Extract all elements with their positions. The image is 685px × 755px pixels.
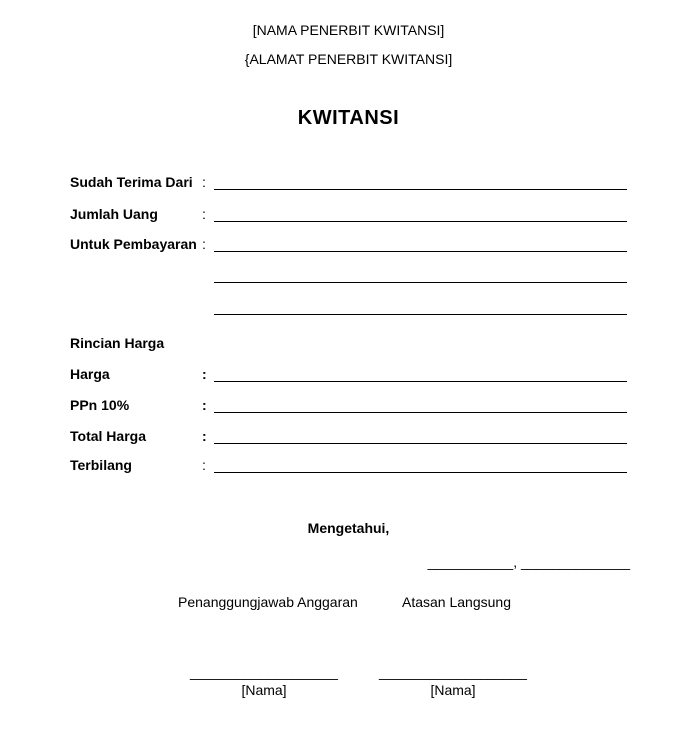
field-row-terbilang xyxy=(70,455,627,473)
role-penanggungjawab-anggaran: Penanggungjawab Anggaran xyxy=(178,594,358,610)
field-label: Harga xyxy=(70,366,110,382)
field-label: Terbilang xyxy=(70,457,132,473)
signature-line[interactable]: ___________________ xyxy=(190,664,338,680)
field-colon: : xyxy=(202,397,207,413)
field-label: Total Harga xyxy=(70,428,146,444)
blank-line[interactable] xyxy=(214,233,627,252)
field-colon: : xyxy=(202,206,206,222)
field-row-continuation-2 xyxy=(70,297,627,315)
field-row-continuation-1 xyxy=(70,265,627,283)
field-colon: : xyxy=(202,236,206,252)
blank-line[interactable] xyxy=(214,454,627,473)
field-colon: : xyxy=(202,174,206,190)
field-label: PPn 10% xyxy=(70,397,130,413)
section-heading-rincian-harga xyxy=(70,333,627,351)
field-row-untuk-pembayaran xyxy=(70,234,627,252)
field-colon: : xyxy=(202,457,206,473)
field-label: Jumlah Uang xyxy=(70,206,158,222)
place-date-blank[interactable]: ___________, ______________ xyxy=(427,554,630,570)
signature-block-1 xyxy=(189,664,339,698)
field-row-sudah-terima-dari xyxy=(70,172,627,190)
field-label: Sudah Terima Dari xyxy=(70,174,193,190)
signature-name-placeholder: [Nama] xyxy=(430,682,476,698)
blank-line[interactable] xyxy=(214,264,627,283)
blank-line[interactable] xyxy=(214,296,627,315)
section-label: Rincian Harga xyxy=(70,335,165,351)
field-row-harga xyxy=(70,364,627,382)
field-row-jumlah-uang xyxy=(70,204,627,222)
signature-name-placeholder: [Nama] xyxy=(241,682,287,698)
blank-line[interactable] xyxy=(214,394,627,413)
field-colon: : xyxy=(202,366,207,382)
field-label: Untuk Pembayaran xyxy=(70,236,197,252)
blank-line[interactable] xyxy=(214,203,627,222)
blank-line[interactable] xyxy=(214,425,627,444)
field-row-ppn-10 xyxy=(70,395,627,413)
field-colon: : xyxy=(202,428,207,444)
blank-line[interactable] xyxy=(214,171,627,190)
mengetahui-heading: Mengetahui, xyxy=(307,520,390,536)
signature-line[interactable]: ___________________ xyxy=(379,664,527,680)
blank-line[interactable] xyxy=(214,363,627,382)
signature-block-2 xyxy=(378,664,528,698)
document-title: KWITANSI xyxy=(297,107,400,129)
field-row-total-harga xyxy=(70,426,627,444)
publisher-address: {ALAMAT PENERBIT KWITANSI] xyxy=(244,51,453,67)
publisher-name: [NAMA PENERBIT KWITANSI] xyxy=(252,22,445,38)
role-atasan-langsung: Atasan Langsung xyxy=(402,594,511,610)
